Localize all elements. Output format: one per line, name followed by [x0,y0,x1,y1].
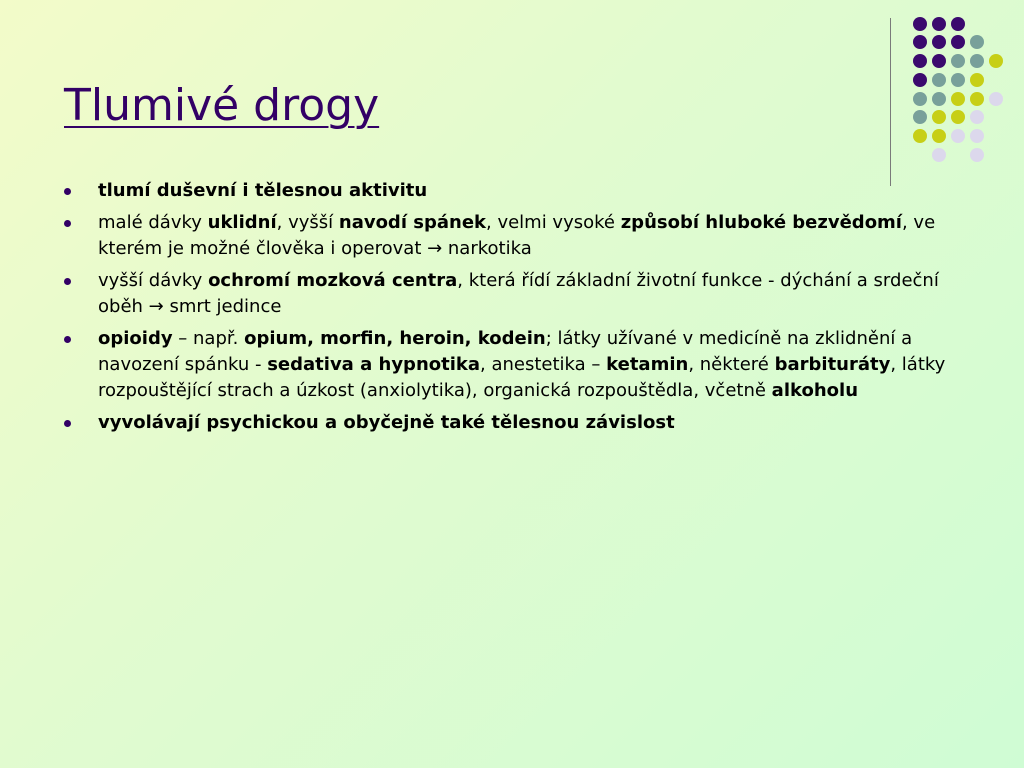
decorative-dot [970,92,984,106]
decorative-dot [913,17,927,31]
bullet-text: tlumí duševní i tělesnou aktivitu [98,180,428,201]
bullet-text-bold: uklidní [207,212,277,233]
bullet-text: , velmi vysoké [486,212,621,233]
decorative-dot [932,73,946,87]
bullet-text-bold: sedativa a hypnotika [267,354,481,375]
bullet-item [60,326,960,404]
decorative-dot [932,17,946,31]
decorative-dot [913,54,927,68]
decorative-dot [970,54,984,68]
bullet-text: , anestetika – [480,354,607,375]
bullet-dot-icon [64,420,71,427]
decorative-dot [970,35,984,49]
decorative-dot [913,129,927,143]
bullet-text: , která řídí základní životní funkce - dýchání a srdeční oběh → smrt jedince [98,270,939,317]
decorative-dot [932,110,946,124]
bullet-item [60,410,960,436]
bullet-item [60,210,960,262]
bullet-text-bold: opium, morfin, heroin, kodein [244,328,546,349]
decorative-dot [932,54,946,68]
bullet-dot-icon [64,278,71,285]
decorative-dot [951,110,965,124]
decorative-dot [913,35,927,49]
decorative-dot [989,54,1003,68]
bullet-text: , vyšší [276,212,339,233]
bullet-text: malé dávky [98,212,208,233]
decorative-dot [932,148,946,162]
bullet-text-bold: alkoholu [771,380,859,401]
decorative-dot [970,110,984,124]
bullet-text-bold: ochromí mozková centra [208,270,458,291]
bullet-item [60,268,960,320]
decorative-dot [913,73,927,87]
decorative-dot [951,129,965,143]
decorative-dot [970,148,984,162]
bullet-text-bold: opioidy [98,328,173,349]
bullet-list [60,178,960,442]
bullet-text-bold: vyvolávají psychickou a obyčejně také tělesnou závislost [98,412,675,433]
decorative-dot [951,17,965,31]
bullet-dot-icon [64,188,71,195]
decorative-dot [951,35,965,49]
decorative-dot [951,54,965,68]
decorative-dot [932,35,946,49]
decorative-dot [951,92,965,106]
bullet-item [60,178,960,204]
decorative-dot [951,73,965,87]
decorative-dot [913,110,927,124]
bullet-text: , látky rozpouštějící strach a úzkost (anxiolytika), organická rozpouštědla, včetně [98,354,946,401]
bullet-text-bold: ketamin [606,354,689,375]
decorative-dot [970,129,984,143]
decorative-dot [932,129,946,143]
bullet-text-bold: navodí spánek [338,212,486,233]
decorative-dot [913,92,927,106]
decorative-dot [989,92,1003,106]
decorative-dot-grid [0,0,1024,200]
bullet-text: ; látky užívané v medicíně na zklidnění a navození spánku - [98,328,913,375]
decorative-dot [932,92,946,106]
slide-title: Tlumivé drogy [64,80,380,131]
bullet-dot-icon [64,336,71,343]
bullet-dot-icon [64,220,71,227]
bullet-text: – např. [172,328,245,349]
bullet-text-bold: způsobí hluboké bezvědomí [620,212,902,233]
bullet-text: vyšší dávky [98,270,209,291]
decorative-dot [970,73,984,87]
bullet-text: , některé [688,354,775,375]
bullet-text-bold: barbituráty [774,354,891,375]
bullet-text: , ve kterém je možné člověka i operovat → narkotika [98,212,936,259]
